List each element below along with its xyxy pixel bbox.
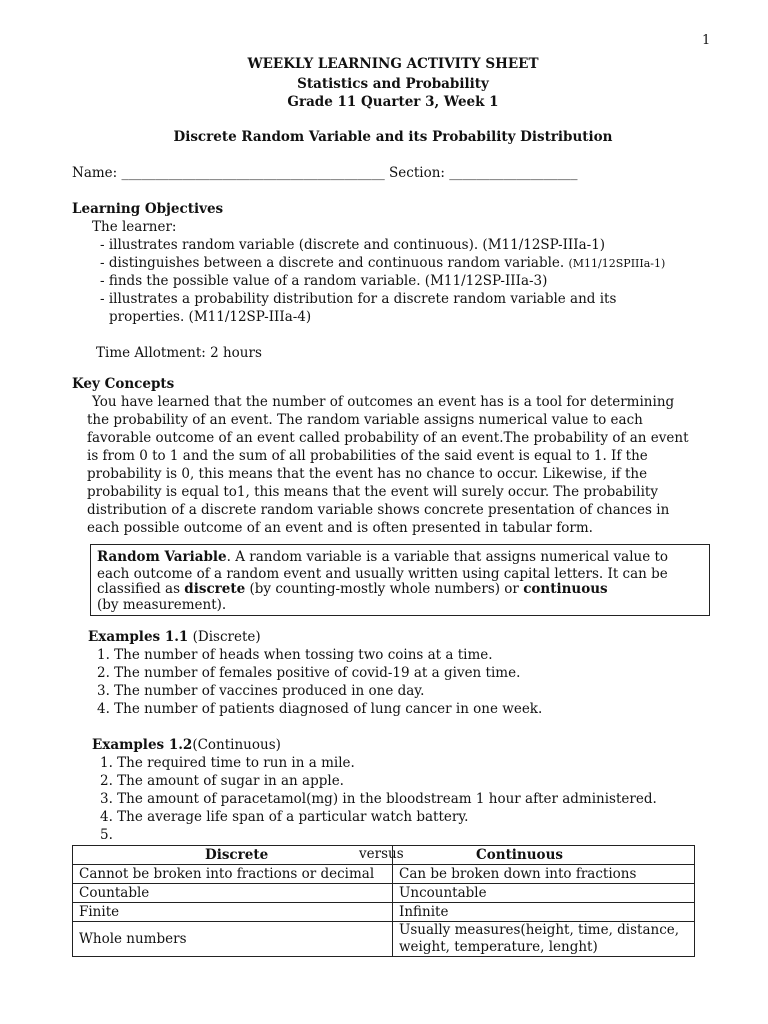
list-item: 5.	[100, 827, 113, 843]
key-concepts-heading: Key Concepts	[72, 376, 175, 392]
list-item: 2. The number of females positive of covid-19 at a given time.	[97, 665, 521, 681]
table-header-row	[73, 846, 695, 865]
continuous-term: continuous	[523, 581, 608, 597]
table-row	[73, 922, 695, 957]
key-concepts-line: You have learned that the number of outcomes an event has is a tool for determining	[92, 394, 675, 410]
key-concepts-line: distribution of a discrete random variable shows concrete presentation of chances in	[87, 502, 670, 518]
objectives-intro: The learner:	[92, 219, 177, 235]
grade-title: Grade 11 Quarter 3, Week 1	[287, 94, 499, 110]
table-row	[73, 865, 695, 884]
key-concepts-line: probability is 0, this means that the event has no chance to occur. Likewise, if the	[87, 466, 648, 482]
definition-box	[90, 544, 710, 616]
time-allotment: Time Allotment: 2 hours	[96, 345, 262, 361]
key-concepts-line: each possible outcome of an event and is often presented in tabular form.	[87, 520, 593, 536]
objective-code: (M11/12SPIIIa-1)	[568, 257, 666, 270]
table-cell: Cannot be broken into fractions or decimal	[73, 865, 393, 884]
definition-line	[97, 549, 668, 565]
header-versus: versus	[359, 846, 404, 862]
list-item: 1. The number of heads when tossing two coins at a time.	[97, 647, 493, 663]
table-cell: Finite	[73, 903, 393, 922]
list-item: 1. The required time to run in a mile.	[100, 755, 355, 771]
objective-text: - distinguishes between a discrete and continuous random variable.	[100, 255, 569, 271]
list-item: 4. The number of patients diagnosed of lung cancer in one week.	[97, 701, 543, 717]
table-cell: Infinite	[393, 903, 695, 922]
definition-line	[97, 581, 608, 597]
definition-term: Random Variable	[97, 549, 227, 565]
section-label: Section:	[389, 165, 450, 181]
list-item: 4. The average life span of a particular watch battery.	[100, 809, 469, 825]
header-cell	[393, 846, 695, 865]
definition-line: each outcome of a random event and usually written using capital letters. It can be	[97, 566, 668, 582]
objective-item	[100, 255, 665, 271]
key-concepts-line: is from 0 to 1 and the sum of all probabilities of the said event is equal to 1. If the	[87, 448, 648, 464]
subject-title: Statistics and Probability	[297, 76, 489, 92]
examples-label: Examples 1.2	[92, 737, 193, 753]
definition-text: classified as	[97, 581, 185, 597]
definition-text: (by counting-mostly whole numbers) or	[245, 581, 524, 597]
section-field[interactable]: ___________________	[449, 165, 578, 181]
cell-line: weight, temperature, lenght)	[399, 939, 598, 955]
definition-text: . A random variable is a variable that assigns numerical value to	[226, 549, 669, 565]
table-cell: Whole numbers	[73, 922, 393, 957]
table-cell: Uncountable	[393, 884, 695, 903]
header-discrete: Discrete	[205, 846, 269, 863]
list-item: 3. The amount of paracetamol(mg) in the bloodstream 1 hour after administered.	[100, 791, 657, 807]
header-cell	[73, 846, 404, 865]
topic-title: Discrete Random Variable and its Probability Distribution	[173, 129, 613, 145]
table-row	[73, 903, 695, 922]
list-item: 3. The number of vaccines produced in one day.	[97, 683, 425, 699]
name-field[interactable]: _______________________________________	[121, 165, 385, 181]
table-cell: Countable	[73, 884, 393, 903]
objective-item: - illustrates a probability distribution for a discrete random variable and its	[100, 291, 617, 307]
examples-discrete-heading	[88, 629, 261, 645]
name-section-line	[72, 165, 578, 181]
examples-continuous-heading	[92, 737, 281, 753]
table-row	[73, 884, 695, 903]
definition-line: (by measurement).	[97, 597, 227, 613]
examples-tag: (Continuous)	[192, 737, 281, 753]
table-cell	[393, 922, 695, 957]
key-concepts-line: the probability of an event. The random variable assigns numerical value to each	[87, 412, 643, 428]
key-concepts-line: probability is equal to1, this means that the event will surely occur. The probability	[87, 484, 658, 500]
cell-line: Usually measures(height, time, distance,	[399, 922, 680, 938]
discrete-term: discrete	[184, 581, 246, 597]
objective-item: - illustrates random variable (discrete and continuous). (M11/12SP-IIIa-1)	[100, 237, 606, 253]
table-cell: Can be broken down into fractions	[393, 865, 695, 884]
objectives-heading: Learning Objectives	[72, 201, 224, 217]
list-item: 2. The amount of sugar in an apple.	[100, 773, 344, 789]
page-number: 1	[702, 33, 711, 48]
comparison-table	[72, 845, 695, 957]
header-continuous: Continuous	[476, 846, 563, 863]
examples-tag: (Discrete)	[188, 629, 261, 645]
name-label: Name:	[72, 165, 122, 181]
objective-item-cont: properties. (M11/12SP-IIIa-4)	[109, 309, 312, 325]
sheet-title: WEEKLY LEARNING ACTIVITY SHEET	[247, 56, 539, 72]
key-concepts-line: favorable outcome of an event called probability of an event.The probability of an event	[87, 430, 689, 446]
objective-item: - finds the possible value of a random variable. (M11/12SP-IIIa-3)	[100, 273, 548, 289]
examples-label: Examples 1.1	[88, 629, 189, 645]
